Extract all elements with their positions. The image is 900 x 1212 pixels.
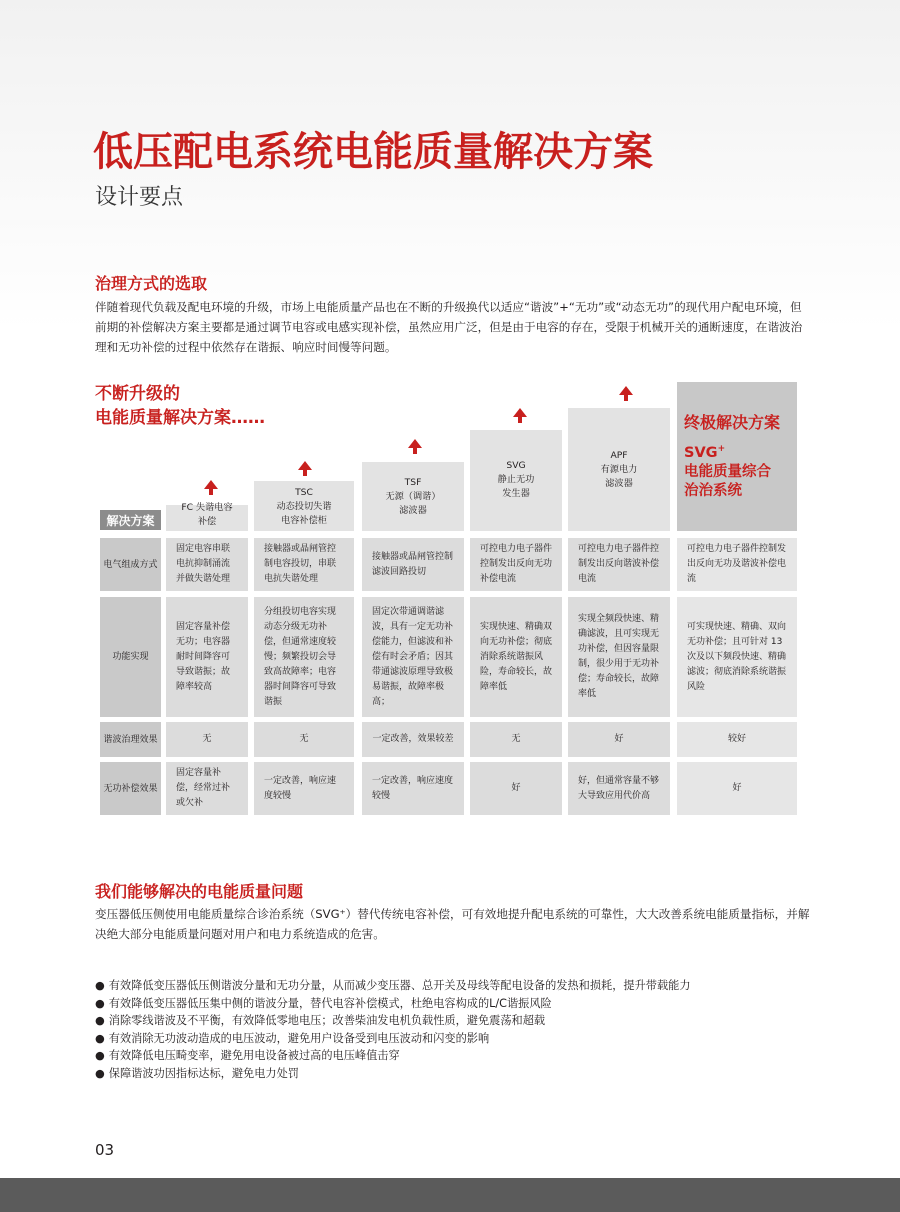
table-cell: 好: [568, 722, 670, 757]
upgrade-callout-line2: 电能质量解决方案……: [95, 408, 265, 428]
section-paragraph-problems: 变压器低压侧使用电能质量综合诊治系统（SVG⁺）替代传统电容补偿，可有效地提升配电系统的可靠性，大大改善系统电能质量指标，并解决绝大部分电能质量问题对用户和电力系统造成的危害。: [95, 907, 810, 941]
table-cell: 好: [677, 762, 797, 815]
table-cell: 接触器或晶闸管控制电容投切，串联电抗失谐处理: [254, 538, 354, 591]
list-item: ● 有效降低变压器低压集中侧的谐波分量，替代电容补偿模式，杜绝电容构成的L/C谐振风险: [95, 996, 552, 1010]
table-cell: 接触器或晶闸管控制滤波回路投切: [362, 538, 464, 591]
red-up-arrow-icon: [619, 386, 633, 395]
page-number: 03: [95, 1141, 115, 1159]
list-item: ● 有效降低变压器低压侧谐波分量和无功分量，从而减少变压器、总开关及母线等配电设备的发热和损耗，提升带载能力: [95, 979, 691, 992]
row-label-reactive: 无功补偿效果: [100, 762, 161, 815]
table-cell: 无: [254, 722, 354, 757]
list-item: ● 有效消除无功波动造成的电压波动，避免用户设备受到电压波动和闪变的影响: [95, 1031, 490, 1045]
red-up-arrow-icon: [204, 480, 218, 489]
list-item: ● 有效降低电压畸变率，避免用电设备被过高的电压峰值击穿: [95, 1049, 400, 1062]
solution-label-tsc: TSC 动态投切失谐 电容补偿柜: [276, 487, 332, 526]
footer-bar: [0, 1178, 900, 1212]
section-heading-problems: 我们能够解决的电能质量问题: [95, 882, 304, 901]
section-paragraph-method: 伴随着现代负载及配电环境的升级，市场上电能质量产品也在不断的升级换代以适应“谐波”+“无功”或“动态无功”的现代用户配电环境，但前期的补偿解决方案主要都是通过调节电容或电感实现补偿，虽然应用广泛，但是由于电容的存在，受限于机械开关的通断速度，在谐波治理和无功补偿的过程中依然存在谐振、响应时间慢等问题。: [95, 300, 803, 354]
page-title: 低压配电系统电能质量解决方案: [93, 129, 653, 175]
table-cell: 无: [166, 722, 248, 757]
bullet-list: [95, 977, 815, 1082]
table-cell: 分组投切电容实现动态分级无功补偿，但通常速度较慢；频繁投切会导致高故障率；电容器时间降容可导致谐振: [254, 597, 354, 717]
table-cell: 固定容量补偿，经常过补或欠补: [166, 762, 248, 815]
table-cell: 一定改善，响应速度较慢: [254, 762, 354, 815]
list-item: ● 保障谐波功因指标达标，避免电力处罚: [95, 1066, 299, 1080]
table-cell: 实现全频段快速、精确滤波，且可实现无功补偿，但因容量限制，很少用于无功补偿；寿命较长，故障率低: [568, 597, 670, 717]
solution-corner-label: 解决方案: [100, 510, 161, 530]
table-cell: 可控电力电子器件控制发出反向谐波补偿电流: [568, 538, 670, 591]
table-cell: 固定容量补偿无功；电容器耐时间降容可导致谐振；故障率较高: [166, 597, 248, 717]
ultimate-solution-title: 终极解决方案: [684, 413, 781, 432]
table-cell: 可控电力电子器件控制发出反向无功及谐波补偿电流: [677, 538, 797, 591]
ultimate-solution-name: SVG+ 电能质量综合 治治系统: [684, 444, 771, 499]
table-cell: 无: [470, 722, 562, 757]
red-up-arrow-icon: [298, 461, 312, 470]
red-up-arrow-icon: [408, 439, 422, 448]
solution-label-apf: APF 有源电力 滤波器: [600, 450, 638, 489]
table-cell: 固定次带通调谐滤波，具有一定无功补偿能力，但滤波和补偿有时会矛盾；因其带通滤波原理导致极易谐振，故障率极高；: [362, 597, 464, 717]
solution-label-fc: FC 失谐电容 补偿: [181, 502, 233, 527]
upgrade-callout-line1: 不断升级的: [95, 384, 180, 404]
table-cell: 固定电容串联电抗抑制涌流并做失谐处理: [166, 538, 248, 591]
table-cell: 一定改善，效果较差: [362, 722, 464, 757]
solution-label-tsf: TSF 无源（调谐） 滤波器: [385, 477, 441, 516]
page-subtitle: 设计要点: [95, 185, 184, 210]
table-cell: 好，但通常容量不够大导致应用代价高: [568, 762, 670, 815]
table-cell: 实现快速、精确双向无功补偿；彻底消除系统谐振风险，寿命较长，故障率低: [470, 597, 562, 717]
table-cell: 一定改善，响应速度较慢: [362, 762, 464, 815]
red-up-arrow-icon: [513, 408, 527, 417]
row-label-composition: 电气组成方式: [100, 538, 161, 591]
solution-label-svg: SVG 静止无功 发生器: [497, 460, 535, 499]
row-label-function: 功能实现: [100, 597, 161, 717]
table-cell: 较好: [677, 722, 797, 757]
section-heading-method: 治理方式的选取: [95, 274, 208, 293]
table-cell: 好: [470, 762, 562, 815]
table-cell: 可实现快速、精确、双向无功补偿；且可针对 13 次及以下频段快速、精确滤波；彻底消除系统谐振风险: [677, 597, 797, 717]
row-label-harmonic: 谐波治理效果: [100, 722, 161, 757]
list-item: ● 消除零线谐波及不平衡，有效降低零地电压；改善柴油发电机负载性质，避免震荡和超载: [95, 1014, 546, 1027]
table-cell: 可控电力电子器件控制发出反向无功补偿电流: [470, 538, 562, 591]
upgrade-callout: [95, 382, 265, 430]
